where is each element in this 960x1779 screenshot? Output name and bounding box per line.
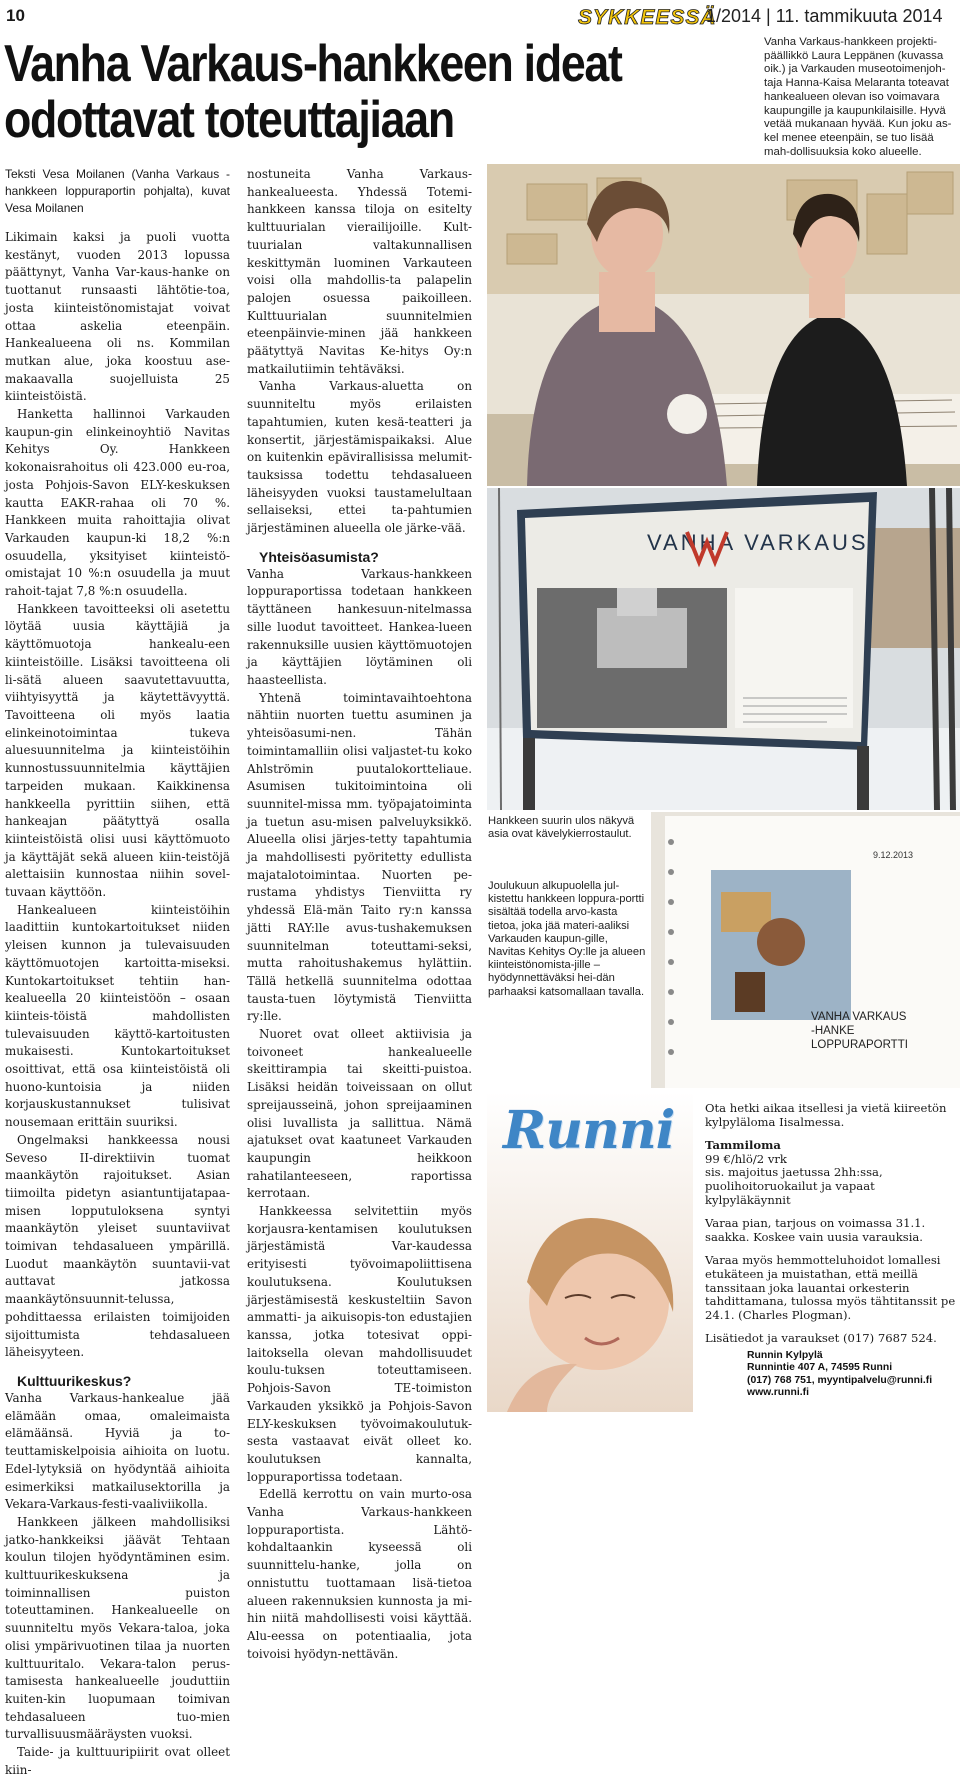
paragraph: Hankkeen tavoitteeksi oli asetettu löytää uusia käyttäjiä ja käyttömuotoja hankealu-een kiinteistöille. Lisäksi tavoitteena oli li-sätä alueen saavutettavuutta, viihtyisyyttä ja käytettävyyttä. Tavoitteena oli myös laatia elinkeinotoimintaa tukeva aluesuunnitelma ja kiinteistöihin kunnostussuunnitelmia käyttäjien tarpeiden mukaan. Kaikkinensa hankkeella pyrittiin siihen, että hankeajan päätyttyä osalla kiinteistöistä olisi uusi käyttömuoto ja käyttäjät sekä alueen kiin-teistöjä alettaisiin kunnostaa niihin sovel-tuvaan käyttöön. — [5, 601, 230, 900]
paragraph: nostuneita Vanha Varkaus-hankealueesta. Yhdessä Totemi-hankkeen kanssa tiloja on esitelty kulttuurialan vierailijoille. Kult-tuurialan valtakunnallisen keskittymän luominen Varkauteen voisi olla mahdollis-ta palapelin palojen osuessa paikoilleen. Kulttuurialan suunnitelmien eteenpäinvie-minen jää hankkeen päätyttyä Navitas Ke-hitys Oy:n matkailutiimin tehtäväksi. — [247, 167, 472, 376]
report-date: 9.12.2013 — [873, 850, 914, 860]
report-title-line-1: VANHA VARKAUS — [811, 1011, 907, 1023]
paragraph: Likimain kaksi ja puoli vuotta kestänyt, vuoden 2013 lopussa päättynyt, Vanha Var-kaus-hanke on tuottanut runsaasti lähtötie-toa, josta kiinteistönomistajat voivat ottaa askelia eteenpäin. Hankealueena oli ns. Kommilan mutkan alue, joka koostuu ase-makaavalla suojelluista 25 kiinteistöistä. — [5, 230, 230, 404]
sign-title: VANHA VARKAUS — [647, 530, 869, 555]
publication-logo: SYKKEESSÄ — [578, 6, 717, 29]
report-title-line-3: LOPPURAPORTTI — [811, 1039, 908, 1051]
article-column-2 — [247, 166, 472, 1663]
subheading: Kulttuurikeskus? — [17, 1373, 132, 1389]
ad-contact — [747, 1350, 957, 1400]
main-photo-caption: Vanha Varkaus-hankkeen projekti-päällikkö Laura Leppänen (kuvassa oik.) ja Varkauden museotoimenjoh-taja Hanna-Kaisa Melaranta toteavat hankealueen olevan iso voimavara kaupungille ja kaupunkilaisille. Hyvä vetää mukanaan hyvää. Kun joku as-kel menee eteenpäin, se tuo lisää mah-dollisuuksia koko alueelle. — [764, 36, 952, 158]
ad-offer-details: sis. majoitus jaetussa 2hh:ssa, puolihoitoruokailut ja vapaat kylpyläkäynnit — [705, 1165, 883, 1207]
main-photo — [487, 164, 960, 486]
report-title-line-2: -HANKE — [811, 1025, 855, 1037]
page-number: 10 — [6, 6, 25, 25]
headline-line-2: odottavat toteuttajiaan — [4, 91, 454, 149]
ad-intro: Ota hetki aikaa itsellesi ja vietä kiireetön kylpyläloma Iisalmessa. — [705, 1101, 947, 1129]
contact-phone[interactable]: (017) 768 751, myyntipalvelu@runni.fi — [747, 1374, 933, 1386]
info-sign-photo — [487, 488, 960, 810]
paragraph: Hankkeen jälkeen mahdollisiksi jatko-hankkeiksi jäävät Tehtaan koulun tilojen hyödyntäminen esim. kulttuurikeskuksena ja toiminnallisen puiston toteuttaminen. Hankealueelle on suunniteltu myös Vekara-taloa, joka olisi ympärivuotinen tilaa ja nuorten kulttuuritalo. Vekara-talon perus-tamisesta hankealueelle jouduttiin kuiten-kin luopumaan toimivan tehdasalueen tuo-mien turvallisuusmääräysten vuoksi. — [5, 1514, 230, 1742]
ad-offer — [705, 1139, 957, 1207]
subheading: Yhteisöasumista? — [259, 548, 379, 565]
paragraph: Hanketta hallinnoi Varkauden kaupun-gin elinkeinoyhtiö Navitas Kehitys Oy. Hankkeen kokonaisrahoitus oli 423.000 eu-roa, josta Pohjois-Savon ELY-keskuksen kautta EAKR-rahaa oli 70 %. Hankkeen muita rahoittajia olivat Varkauden kaupun-ki 18,2 %:n osuudella, yksityiset kiinteistö-omistajat 10 %:n osuudella ja muut rahoit-tajat 7,8 %:n osuudella. — [5, 407, 230, 599]
ad-concert: Varaa myös hemmotteluhoidot lomallesi etukäteen ja muistathan, että meillä tanssitaan joka lauantai orkesterin tahdittamana, tulossa myös tähtitanssit pe 24.1. (Charles Plogman). — [705, 1253, 956, 1322]
paragraph: Taide- ja kulttuuripiirit ovat olleet kiin- — [5, 1745, 230, 1777]
headline-line-1: Vanha Varkaus-hankkeen ideat — [4, 35, 622, 93]
ad-offer-title: Tammiloma — [705, 1138, 781, 1153]
contact-web[interactable]: www.runni.fi — [747, 1387, 809, 1399]
sign-photo-caption: Hankkeen suurin ulos näkyvä asia ovat kävelykierrostaulut. — [488, 815, 635, 841]
paragraph: Hankkeessa selvitettiin myös korjausra-kentamisen koulutuksen järjestämistä Var-kaudessa erityisesti työvoimapoliittisena koulutuksena. Koulutuksen järjestämisestä keskusteltiin Savon ammatti- ja aikuisopis-ton edustajien kanssa, jotka totesivat oppi-laitoksella olevan mahdollisuudet koulu-tuksen toteuttamiseen. Pohjois-Savon TE-toimiston Varkauden yksikkö ja Pohjois-Savon ELY-keskuksen työvoimakoulutuk-sesta vastaavat eivät olleet ko. koulutuksen kannalta, loppuraportissa todetaan. — [247, 1204, 472, 1484]
ad-booking: Varaa pian, tarjous on voimassa 31.1. saakka. Koskee vain uusia varauksia. — [705, 1216, 926, 1244]
article-column-1 — [5, 166, 230, 1779]
ad-info: Lisätiedot ja varaukset (017) 7687 524. — [705, 1331, 937, 1346]
ad-offer-price: 99 €/hlö/2 vrk — [705, 1151, 787, 1166]
headline — [4, 36, 640, 148]
runni-advertisement — [487, 1092, 960, 1412]
paragraph: Vanha Varkaus-hankkeen loppuraportissa todetaan hankkeen täyttäneen hankesuun-nitelmassa sille luodut tavoitteet. Hankea-lueen rakennuksille uusien käyttömuotojen ja käyttäjien löytäminen oli haasteellista. — [247, 566, 472, 687]
paragraph: Hankealueen kiinteistöihin laadittiin kuntokartoitukset niiden yleisen kunnon ja tulevaisuuden käyttömuotojen kartoitta-miseksi. Kuntokartoitukset tehtiin han-kealueella 20 kiinteistöön – osaan kiinteis-töistä mahdollisten tulevaisuuden käyttö-kartoitusten mukaisesti. Kuntokartoitukset osoittivat, että osa kiinteistöistä oli huono-kuntoisia ja niiden korjauskustannukset tulisivat nousemaan erittäin suuriksi. — [5, 902, 230, 1130]
page-header — [0, 0, 960, 34]
paragraph: Vanha Varkaus-aluetta on suunniteltu myös erilaisten tapahtumien, kuten kesä-teatteri ja konsertit, järjestämispaikaksi. Alue on kuitenkin epävirallisissa melumit-tauksissa todettu tehdasalueen läheisyyden vuoksi taustamelultaan sellaiseksi, ettei ta-pahtumien järjestäminen alueella ole järke-vää. — [247, 379, 472, 536]
byline: Teksti Vesa Moilanen (Vanha Varkaus -hankkeen loppuraportin pohjalta), kuvat Vesa Moilanen — [5, 167, 230, 215]
paragraph: Yhtenä toimintavaihtoehtona nähtiin nuorten tuettu asuminen ja yhteisöasumi-nen. Tähän toimintamalliin olisi valjastet-tu koko Ahlströmin puutalokortteliaue. Asumisen tukitoimintoina oli suunnitel-missa mm. työpajatoiminta ja tuetun asu-misen palveluyksikkö. Alueella olisi järjes-tetty tapahtumia ja mahdollisesti pyöritetty edullista majatalotoimintaa. Nuorten pe-rustama yhdistys Tienviitta ry yhdessä Elä-män Taito ry:n kanssa jätti RAY:lle avus-tushakemuksen suunnitelman toteuttami-seksi, mutta rahoitushakemus hylättiin. Tällä hetkellä suunnitelma odottaa tausta-tuen löytymistä Tienviitta ry:lle. — [247, 690, 472, 1024]
contact-address: Runnintie 407 A, 74595 Runni — [747, 1362, 893, 1374]
paragraph: Vanha Varkaus-hankealue jää elämään omaa, omaleimaista elämäänsä. Hyviä ja to-teuttamiskelpoisia aihioita on luotu. Edel-lytyksiä on hyödyntää aihioita esimerkiksi matkailusektorilla ja Vekara-Varkaus-festi-vaaliviikolla. — [5, 1391, 230, 1512]
runni-logo: Runni — [503, 1100, 675, 1161]
final-report-photo — [651, 812, 960, 1088]
ad-text — [705, 1102, 957, 1356]
report-photo-caption: Joulukuun alkupuolella jul-kistettu hankkeen loppura-portti sisältää todella arvo-kasta tietoa, joka jää materi-aaliksi Varkauden kaupun-gille, Navitas Kehitys Oy:lle ja alueen kiinteistönomista-jille – hyödynnettäväksi hei-dän parhaaksi katsomallaan tavalla. — [488, 880, 646, 998]
contact-name: Runnin Kylpylä — [747, 1350, 823, 1361]
issue-date: 1/2014 | 11. tammikuuta 2014 — [706, 6, 943, 26]
paragraph: Edellä kerrottu on vain murto-osa Vanha Varkaus-hankkeen loppuraportista. Lähtö-kohdaltaankin kyseessä oli suunnittelu-hanke, jolla on onnistuttu tuottamaan lisä-tietoa alueen rakennuksien kunnosta ja mi-hin niitä mahdollisesti voisi käyttää. Alu-eessa on potentiaalia, jota toivoisi hyödyn-nettävän. — [247, 1487, 472, 1661]
paragraph: Ongelmaksi hankkeessa nousi Seveso II-direktiivin tuomat maankäytön rajoitukset. Asian tiimoilta pidetyn asiantuntijatapaa-misen lopputuloksena syntyi maankäytön yleiset suuntaviivat toimivan tehdasalueen ympärillä. Luodut maankäytön suuntavii-vat auttavat jatkossa maankäytönsuunnit-telussa, pohdittaessa erilaisten toimijoiden sijoittumista tehdasalueen läheisyyteen. — [5, 1132, 230, 1360]
ad-photo — [487, 1092, 693, 1412]
paragraph: Nuoret ovat olleet aktiivisia ja toivoneet hankealueelle skeittirampia tai skeitti-puistoa. Lisäksi heidän toiveissaan on ollut spreijausseinä, johon spreijaaminen olisi luvallista ja sallittua. Nämä ajatukset ovat kaatuneet Varkauden kaupungin heikkoon rahatilanteeseen, raportissa kerrotaan. — [247, 1027, 472, 1201]
